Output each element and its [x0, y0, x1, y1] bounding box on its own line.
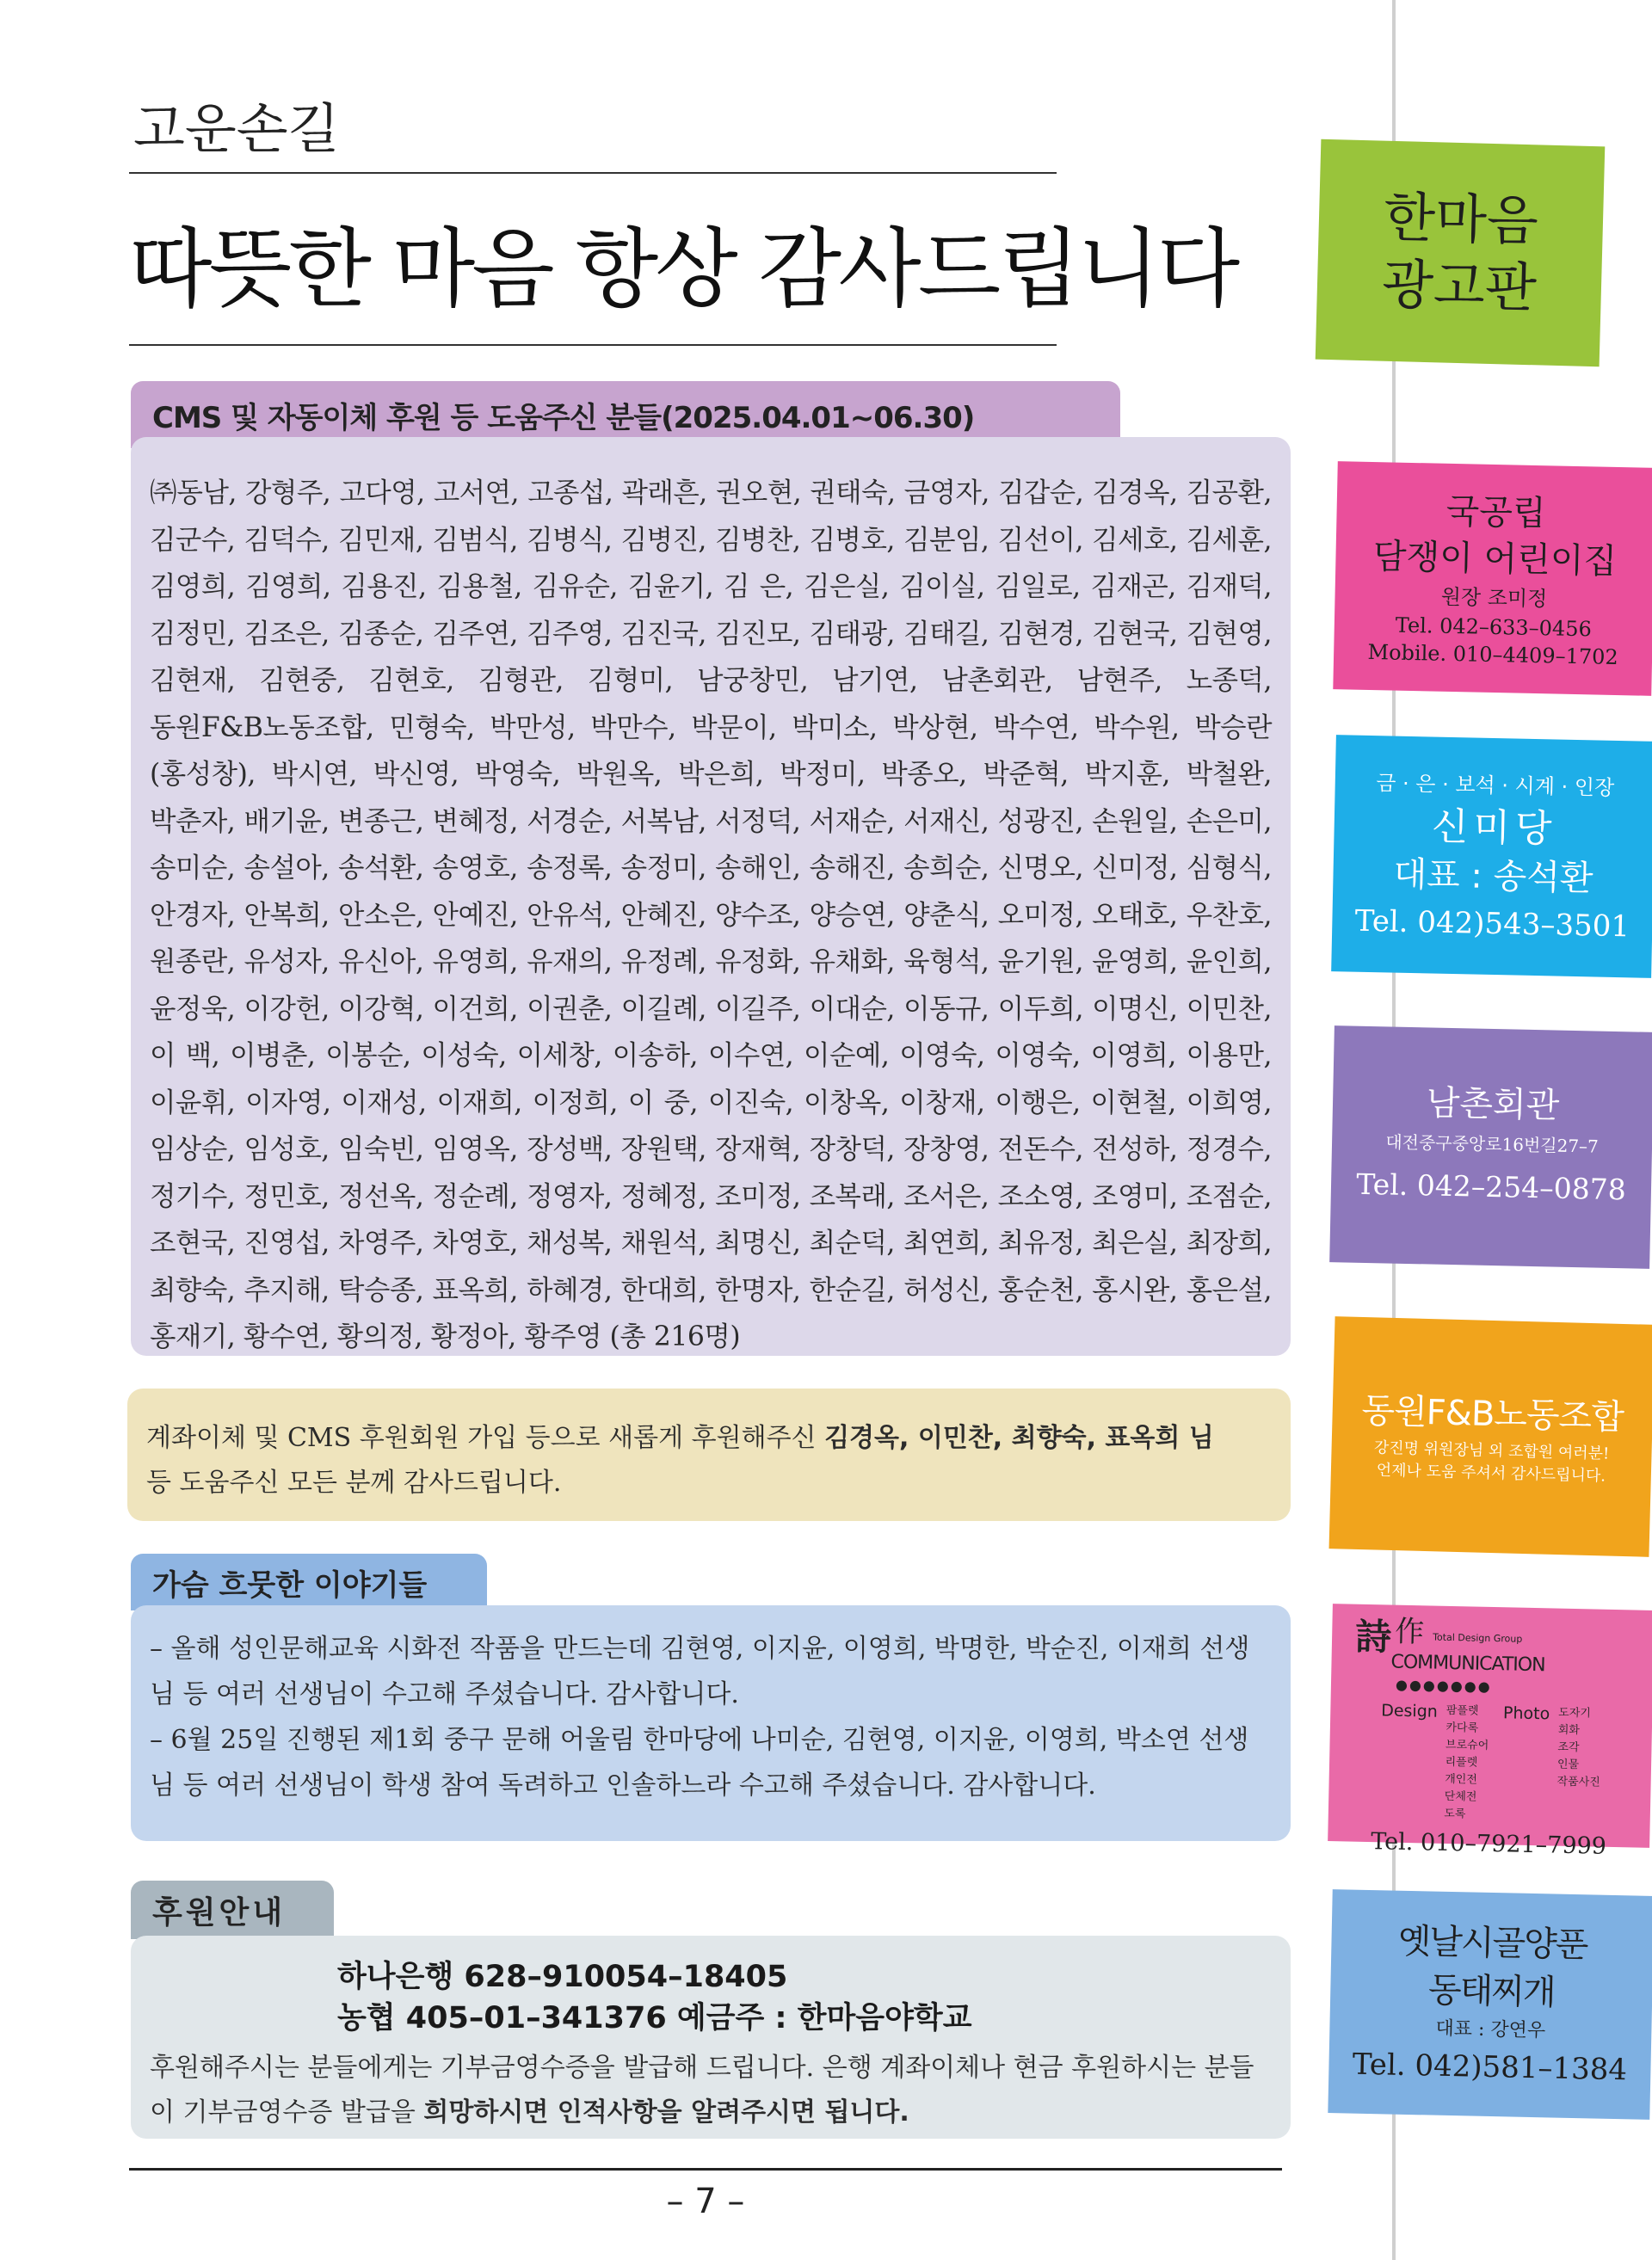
bank-account-nonghyup: 농협 405–01–341376 예금주 : 한마음야학교 — [337, 2001, 972, 2035]
ad-union — [1329, 1316, 1652, 1557]
support-description — [150, 2046, 1272, 2135]
design-service-group — [1379, 1701, 1490, 1824]
bank-account-hana: 하나은행 628–910054–18405 — [337, 1960, 788, 1994]
title-bottom-rule — [129, 344, 1057, 346]
new-donors-box — [127, 1389, 1291, 1521]
ad-union-name: 동원F&B노동조합 — [1360, 1391, 1624, 1438]
ad-soup-restaurant — [1328, 1889, 1652, 2120]
stories-heading: 가슴 흐뭇한 이야기들 — [131, 1554, 487, 1610]
design-tel: Tel. 010–7921–7999 — [1370, 1828, 1607, 1860]
photo-service-group — [1501, 1703, 1601, 1826]
design-items — [1444, 1703, 1489, 1824]
ad-board-header — [1316, 139, 1606, 367]
photo-item: 인물 — [1556, 1758, 1580, 1772]
ad-soup-name: 옛날시골양푼 — [1397, 1921, 1587, 1966]
new-donors-text-end: 등 도움주신 모든 분께 감사드립니다. — [146, 1468, 562, 1498]
ad-board-line: 광고판 — [1381, 252, 1538, 320]
footer-rule — [129, 2168, 1282, 2171]
photo-category: Photo — [1502, 1703, 1550, 1724]
photo-item: 회화 — [1557, 1723, 1581, 1738]
design-item: 단체전 — [1444, 1789, 1477, 1804]
ad-jewelry — [1331, 735, 1652, 978]
design-item: 카다록 — [1446, 1721, 1479, 1735]
ad-design-studio — [1328, 1604, 1652, 1860]
ad-restaurant-address: 대전중구중앙로16번길27–7 — [1385, 1130, 1600, 1157]
design-logo-char: 詩 — [1354, 1615, 1392, 1659]
photo-item: 작품사진 — [1556, 1775, 1600, 1789]
ad-daycare-type: 국공립 — [1446, 491, 1547, 533]
design-item: 팜플렛 — [1446, 1703, 1479, 1718]
new-donors-text: 계좌이체 및 CMS 후원회원 가입 등으로 새롭게 후원해주신 — [146, 1423, 825, 1453]
support-heading: 후원안내 — [131, 1881, 334, 1939]
donor-names-list: ㈜동남, 강형주, 고다영, 고서연, 고종섭, 곽래흔, 권오현, 권태숙, 금영자, 김갑순, 김경옥, 김공환, 김군수, 김덕수, 김민재, 김범식, 김병식, 김병진, 김병찬, 김병호, 김분임, 김선이, 김세호, 김세훈, 김영희, 김영희, 김용진, 김용철, 김유순, 김윤기, 김 은, 김은실, 김이실, 김일로, 김재곤, 김재덕, 김정민, 김조은, 김종순, 김주연, 김주영, 김진국, 김진모, 김태광, 김태길, 김현경, 김현국, 김현영, 김현재, 김현중, 김현호, 김형관, 김형미, 남궁창민, 남기연, 남촌회관, 남현주, 노종덕, 동원F&B노동조합, 민형숙, 박만성, 박만수, 박문이, 박미소, 박상현, 박수연, 박수원, 박승란(홍성창), 박시연, 박신영, 박영숙, 박원옥, 박은희, 박정미, 박종오, 박준혁, 박지훈, 박철완, 박춘자, 배기윤, 변종근, 변혜정, 서경순, 서복남, 서정덕, 서재순, 서재신, 성광진, 손원일, 손은미, 송미순, 송설아, 송석환, 송영호, 송정록, 송정미, 송해인, 송해진, 송희순, 신명오, 신미정, 심형식, 안경자, 안복희, 안소은, 안예진, 안유석, 안혜진, 양수조, 양승연, 양춘식, 오미정, 오태호, 우찬호, 원종란, 유성자, 유신아, 유영희, 유재의, 유정례, 유정화, 유채화, 육형석, 윤기원, 윤영희, 윤인희, 윤정욱, 이강헌, 이강혁, 이건희, 이권춘, 이길례, 이길주, 이대순, 이동규, 이두희, 이명신, 이민찬, 이 백, 이병춘, 이봉순, 이성숙, 이세창, 이송하, 이수연, 이순예, 이영숙, 이영숙, 이영희, 이용만, 이윤휘, 이자영, 이재성, 이재희, 이정희, 이 중, 이진숙, 이창옥, 이창재, 이행은, 이현철, 이희영, 임상순, 임성호, 임숙빈, 임영옥, 장성백, 장원택, 장재혁, 장창덕, 장창영, 전돈수, 전성하, 정경수, 정기수, 정민호, 정선옥, 정순례, 정영자, 정혜정, 조미정, 조복래, 조서은, 조소영, 조영미, 조점순, 조현국, 진영섭, 차영주, 차영호, 채성복, 채원석, 최명신, 최순덕, 최연희, 최유정, 최은실, 최장희, 최향숙, 추지해, 탁승종, 표옥희, 하혜경, 한대희, 한명자, 한순길, 허성신, 홍순천, 홍시완, 홍은설, 홍재기, 황수연, 황의정, 황정아, 황주영 (총 216명) — [150, 477, 1272, 1352]
support-text-bold: 희망하시면 인적사항을 알려주시면 됩니다. — [423, 2097, 909, 2128]
section-label: 고운손길 — [133, 97, 340, 160]
ad-daycare-tel: Tel. 042–633–0456 — [1395, 613, 1593, 641]
design-item: 도록 — [1444, 1807, 1466, 1821]
ad-restaurant-name: 남촌회관 — [1426, 1082, 1560, 1126]
ad-restaurant-tel: Tel. 042–254–0878 — [1355, 1167, 1627, 1206]
design-brand-line — [1354, 1651, 1630, 1700]
ad-jewelry-items: 금 · 은 · 보석 · 시계 · 인장 — [1375, 770, 1615, 800]
ad-board-line: 한마음 — [1383, 185, 1539, 253]
design-tagline: Total Design Group — [1433, 1631, 1523, 1645]
support-text: 후원해주시는 분들에게는 기부금영수증을 발급해 드립니다. 은행 계좌이체나 현금 후원하시는 분들이 기부금영수증 발급을 — [150, 2053, 1254, 2128]
design-services — [1347, 1701, 1634, 1827]
story-paragraph: – 올해 성인문해교육 시화전 작품을 만드는데 김현영, 이지윤, 이영희, 박명한, 박순진, 이재희 선생님 등 여러 선생님이 수고해 주셨습니다. 감사합니다. — [150, 1634, 1250, 1709]
ad-soup-tel: Tel. 042)581–1384 — [1352, 2047, 1628, 2088]
ad-restaurant — [1329, 1025, 1652, 1269]
ad-union-message: 강진명 위원장님 외 조합원 여러분! — [1373, 1438, 1610, 1463]
ad-daycare — [1333, 461, 1652, 696]
design-brand: COMMUNICATION — [1390, 1651, 1545, 1677]
cms-donors-heading: CMS 및 자동이체 후원 등 도움주신 분들(2025.04.01~06.30) — [131, 381, 1120, 448]
page-title: 따뜻한 마음 항상 감사드립니다 — [129, 219, 1237, 319]
new-donors-names: 김경옥, 이민찬, 최향숙, 표옥희 님 — [824, 1423, 1214, 1453]
story-paragraph: – 6월 25일 진행된 제1회 중구 문해 어울림 한마당에 나미순, 김현영, 이지윤, 이영희, 박소연 선생님 등 여러 선생님이 학생 참여 독려하고 인솔하느라 수고해 주셨습니다. 감사합니다. — [150, 1725, 1249, 1801]
stories-box — [131, 1605, 1291, 1841]
photo-items — [1556, 1705, 1602, 1826]
photo-item: 조각 — [1557, 1740, 1580, 1755]
page-number: – 7 – — [666, 2182, 745, 2221]
ad-daycare-mobile: Mobile. 010–4409–1702 — [1367, 639, 1618, 669]
title-top-rule — [129, 172, 1057, 174]
support-box — [131, 1936, 1291, 2139]
design-logo-char: 作 — [1394, 1614, 1425, 1650]
design-item: 브로슈어 — [1445, 1738, 1489, 1752]
ad-daycare-director: 원장 조미정 — [1440, 584, 1548, 611]
ad-union-message: 언제나 도움 주셔서 감사드립니다. — [1376, 1461, 1606, 1486]
ad-jewelry-owner: 대표 : 송석환 — [1392, 854, 1594, 898]
design-item: 개인전 — [1444, 1772, 1477, 1787]
ad-soup-owner: 대표 : 강연우 — [1435, 2017, 1546, 2042]
design-item: 리플렛 — [1445, 1755, 1478, 1770]
photo-item: 도자기 — [1558, 1706, 1592, 1721]
ad-jewelry-tel: Tel. 042)543–3501 — [1354, 903, 1630, 944]
cms-donors-box — [131, 437, 1291, 1356]
ad-soup-menu: 동태찌개 — [1427, 1970, 1556, 2013]
ad-daycare-name: 담쟁이 어린이집 — [1372, 536, 1618, 582]
design-dots: ●●●●●●● — [1395, 1676, 1492, 1696]
ad-jewelry-name: 신미당 — [1431, 804, 1557, 852]
design-category: Design — [1380, 1701, 1439, 1721]
